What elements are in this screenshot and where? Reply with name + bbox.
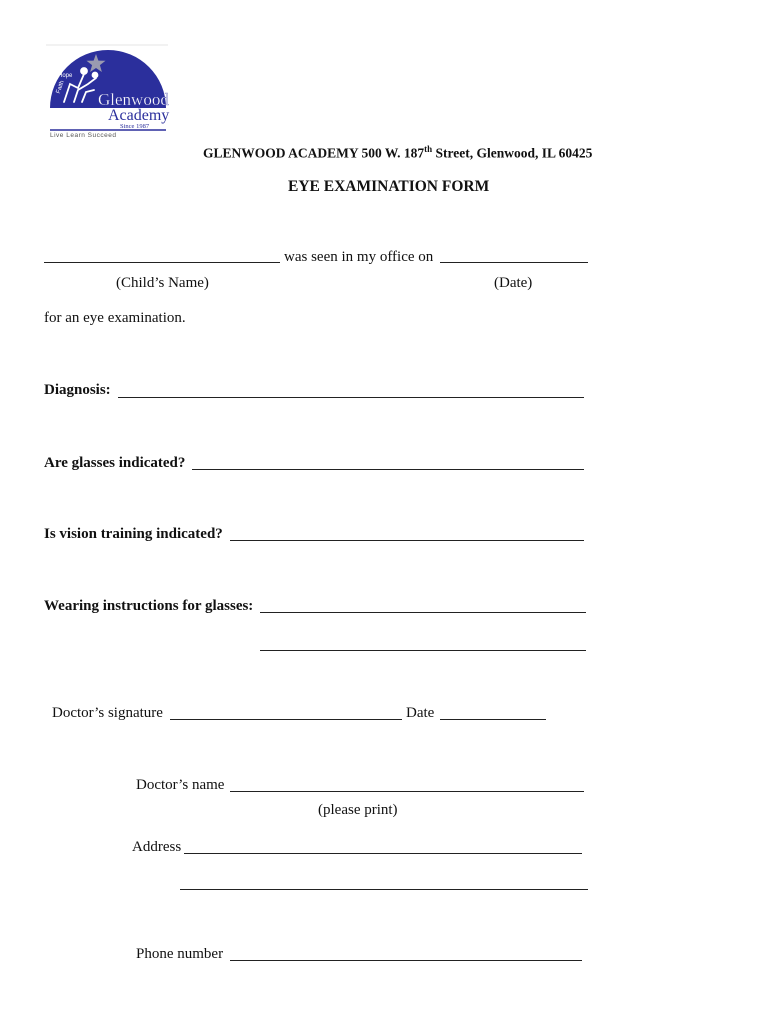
please-print-caption: (please print)	[318, 802, 398, 818]
doctor-name-label: Doctor’s name	[136, 777, 225, 793]
vision-training-field[interactable]	[230, 540, 584, 541]
address-sup: th	[424, 144, 433, 154]
wearing-label: Wearing instructions for glasses:	[44, 598, 254, 614]
svg-text:Hope: Hope	[58, 73, 73, 79]
doctor-name-field[interactable]	[230, 791, 584, 792]
address-prefix: GLENWOOD ACADEMY 500 W. 187	[203, 145, 425, 161]
exam-text: for an eye examination.	[44, 310, 186, 326]
wearing-field-2[interactable]	[260, 650, 586, 651]
logo-school-name-2: Academy	[108, 107, 170, 124]
glasses-label: Are glasses indicated?	[44, 455, 186, 471]
address-label: Address	[132, 839, 182, 855]
childs-name-field[interactable]	[44, 262, 280, 263]
glasses-field[interactable]	[192, 469, 584, 470]
signature-date-label: Date	[406, 705, 435, 721]
signature-date-field[interactable]	[440, 719, 546, 720]
glenwood-academy-logo	[44, 44, 170, 142]
vision-training-label: Is vision training indicated?	[44, 526, 223, 542]
doctor-signature-field[interactable]	[170, 719, 402, 720]
address-field[interactable]	[184, 853, 582, 854]
logo-since: Since 1987	[120, 123, 150, 130]
childs-name-caption: (Child’s Name)	[116, 275, 209, 291]
date-caption: (Date)	[494, 275, 533, 291]
address-field-2[interactable]	[180, 889, 588, 890]
school-address	[203, 144, 592, 162]
exam-date-field[interactable]	[440, 262, 588, 263]
logo-school-name: Glenwood	[98, 90, 169, 109]
doctor-signature-label: Doctor’s signature	[52, 705, 163, 721]
diagnosis-field[interactable]	[118, 397, 584, 398]
address-suffix: Street, Glenwood, IL 60425	[432, 145, 593, 161]
seen-text: was seen in my office on	[284, 249, 434, 265]
logo-tagline: Live Learn Succeed	[50, 132, 117, 139]
svg-text:Faith: Faith	[55, 79, 66, 95]
form-title: EYE EXAMINATION FORM	[288, 178, 490, 195]
phone-field[interactable]	[230, 960, 582, 961]
diagnosis-label: Diagnosis:	[44, 382, 111, 398]
wearing-field[interactable]	[260, 612, 586, 613]
phone-label: Phone number	[136, 946, 224, 962]
